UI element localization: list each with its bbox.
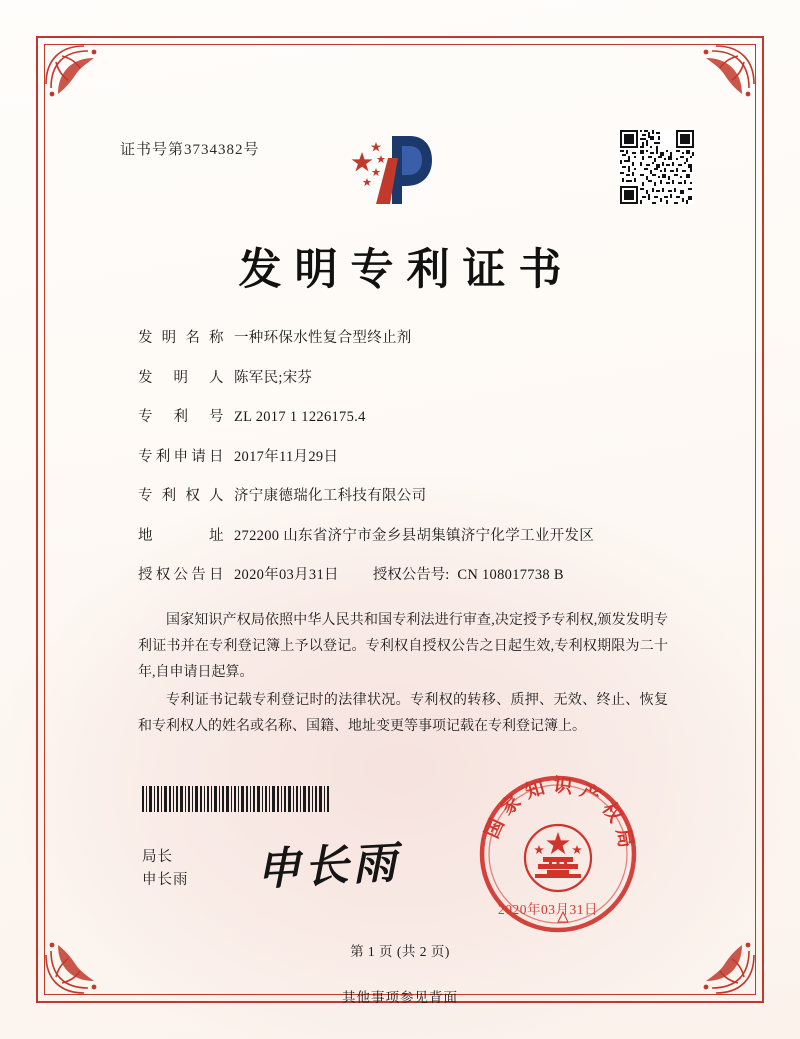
field-value-inventor: 陈军民;宋芬 [234, 369, 313, 386]
field-row [138, 524, 678, 545]
field-value-patent-number: ZL 2017 1 1226175.4 [234, 409, 366, 425]
svg-text:国家知识产权局: 国家知识产权局 [480, 773, 639, 857]
field-label-inventor: 发明人 [138, 369, 224, 386]
field-row [138, 326, 678, 347]
field-label-patentee: 专利权人 [138, 488, 224, 504]
certificate-number: 证书号第3734382号 [120, 142, 260, 158]
field-label-invention-name: 发明名称 [138, 330, 224, 346]
field-label-application-date: 专利申请日 [138, 448, 224, 465]
field-label-patent-number: 专利号 [138, 409, 224, 425]
body-text [138, 608, 668, 742]
seal-date: 2020年03月31日 [498, 902, 598, 917]
paragraph-2: 专利证书记载专利登记时的法律状况。专利权的转移、质押、无效、终止、恢复和专利权人的姓名或名称、国籍、地址变更等事项记载在专利登记簿上。 [138, 693, 668, 734]
handwritten-signature: 申长雨 [254, 837, 402, 896]
barcode-icon [142, 786, 332, 812]
field-row [138, 484, 678, 505]
field-row [138, 405, 678, 426]
field-value-patentee: 济宁康德瑞化工科技有限公司 [234, 488, 427, 504]
field-value-grant-date: 2020年03月31日 [234, 567, 339, 583]
director-label: 局长 [142, 849, 173, 865]
page-number: 第 1 页 (共 2 页) [350, 944, 450, 959]
field-value-address: 272200 山东省济宁市金乡县胡集镇济宁化学工业开发区 [234, 527, 595, 544]
footer-note: 其他事项参见背面 [342, 990, 458, 1005]
director-name: 申长雨 [142, 872, 189, 888]
field-value-invention-name: 一种环保水性复合型终止剂 [234, 330, 412, 346]
signature-block [142, 846, 189, 892]
field-row [138, 445, 678, 466]
field-row-grant [138, 563, 678, 584]
field-value-grant-number: CN 108017738 B [457, 567, 564, 583]
page-title: 发明专利证书 [238, 245, 575, 295]
field-label-grant-date: 授权公告日 [138, 567, 224, 583]
qr-code-icon [620, 130, 694, 204]
field-value-application-date: 2017年11月29日 [234, 448, 339, 465]
field-row [138, 366, 678, 387]
field-list [138, 326, 678, 603]
paragraph-1: 国家知识产权局依照中华人民共和国专利法进行审查,决定授予专利权,颁发发明专利证书并在专利登记簿上予以登记。专利权自授权公告之日起生效,专利权期限为二十年,自申请日起算。 [138, 613, 668, 680]
cnipa-logo-icon [340, 128, 460, 212]
field-label-address: 地址 [138, 527, 224, 544]
field-label-grant-number: 授权公告号: [372, 567, 450, 583]
